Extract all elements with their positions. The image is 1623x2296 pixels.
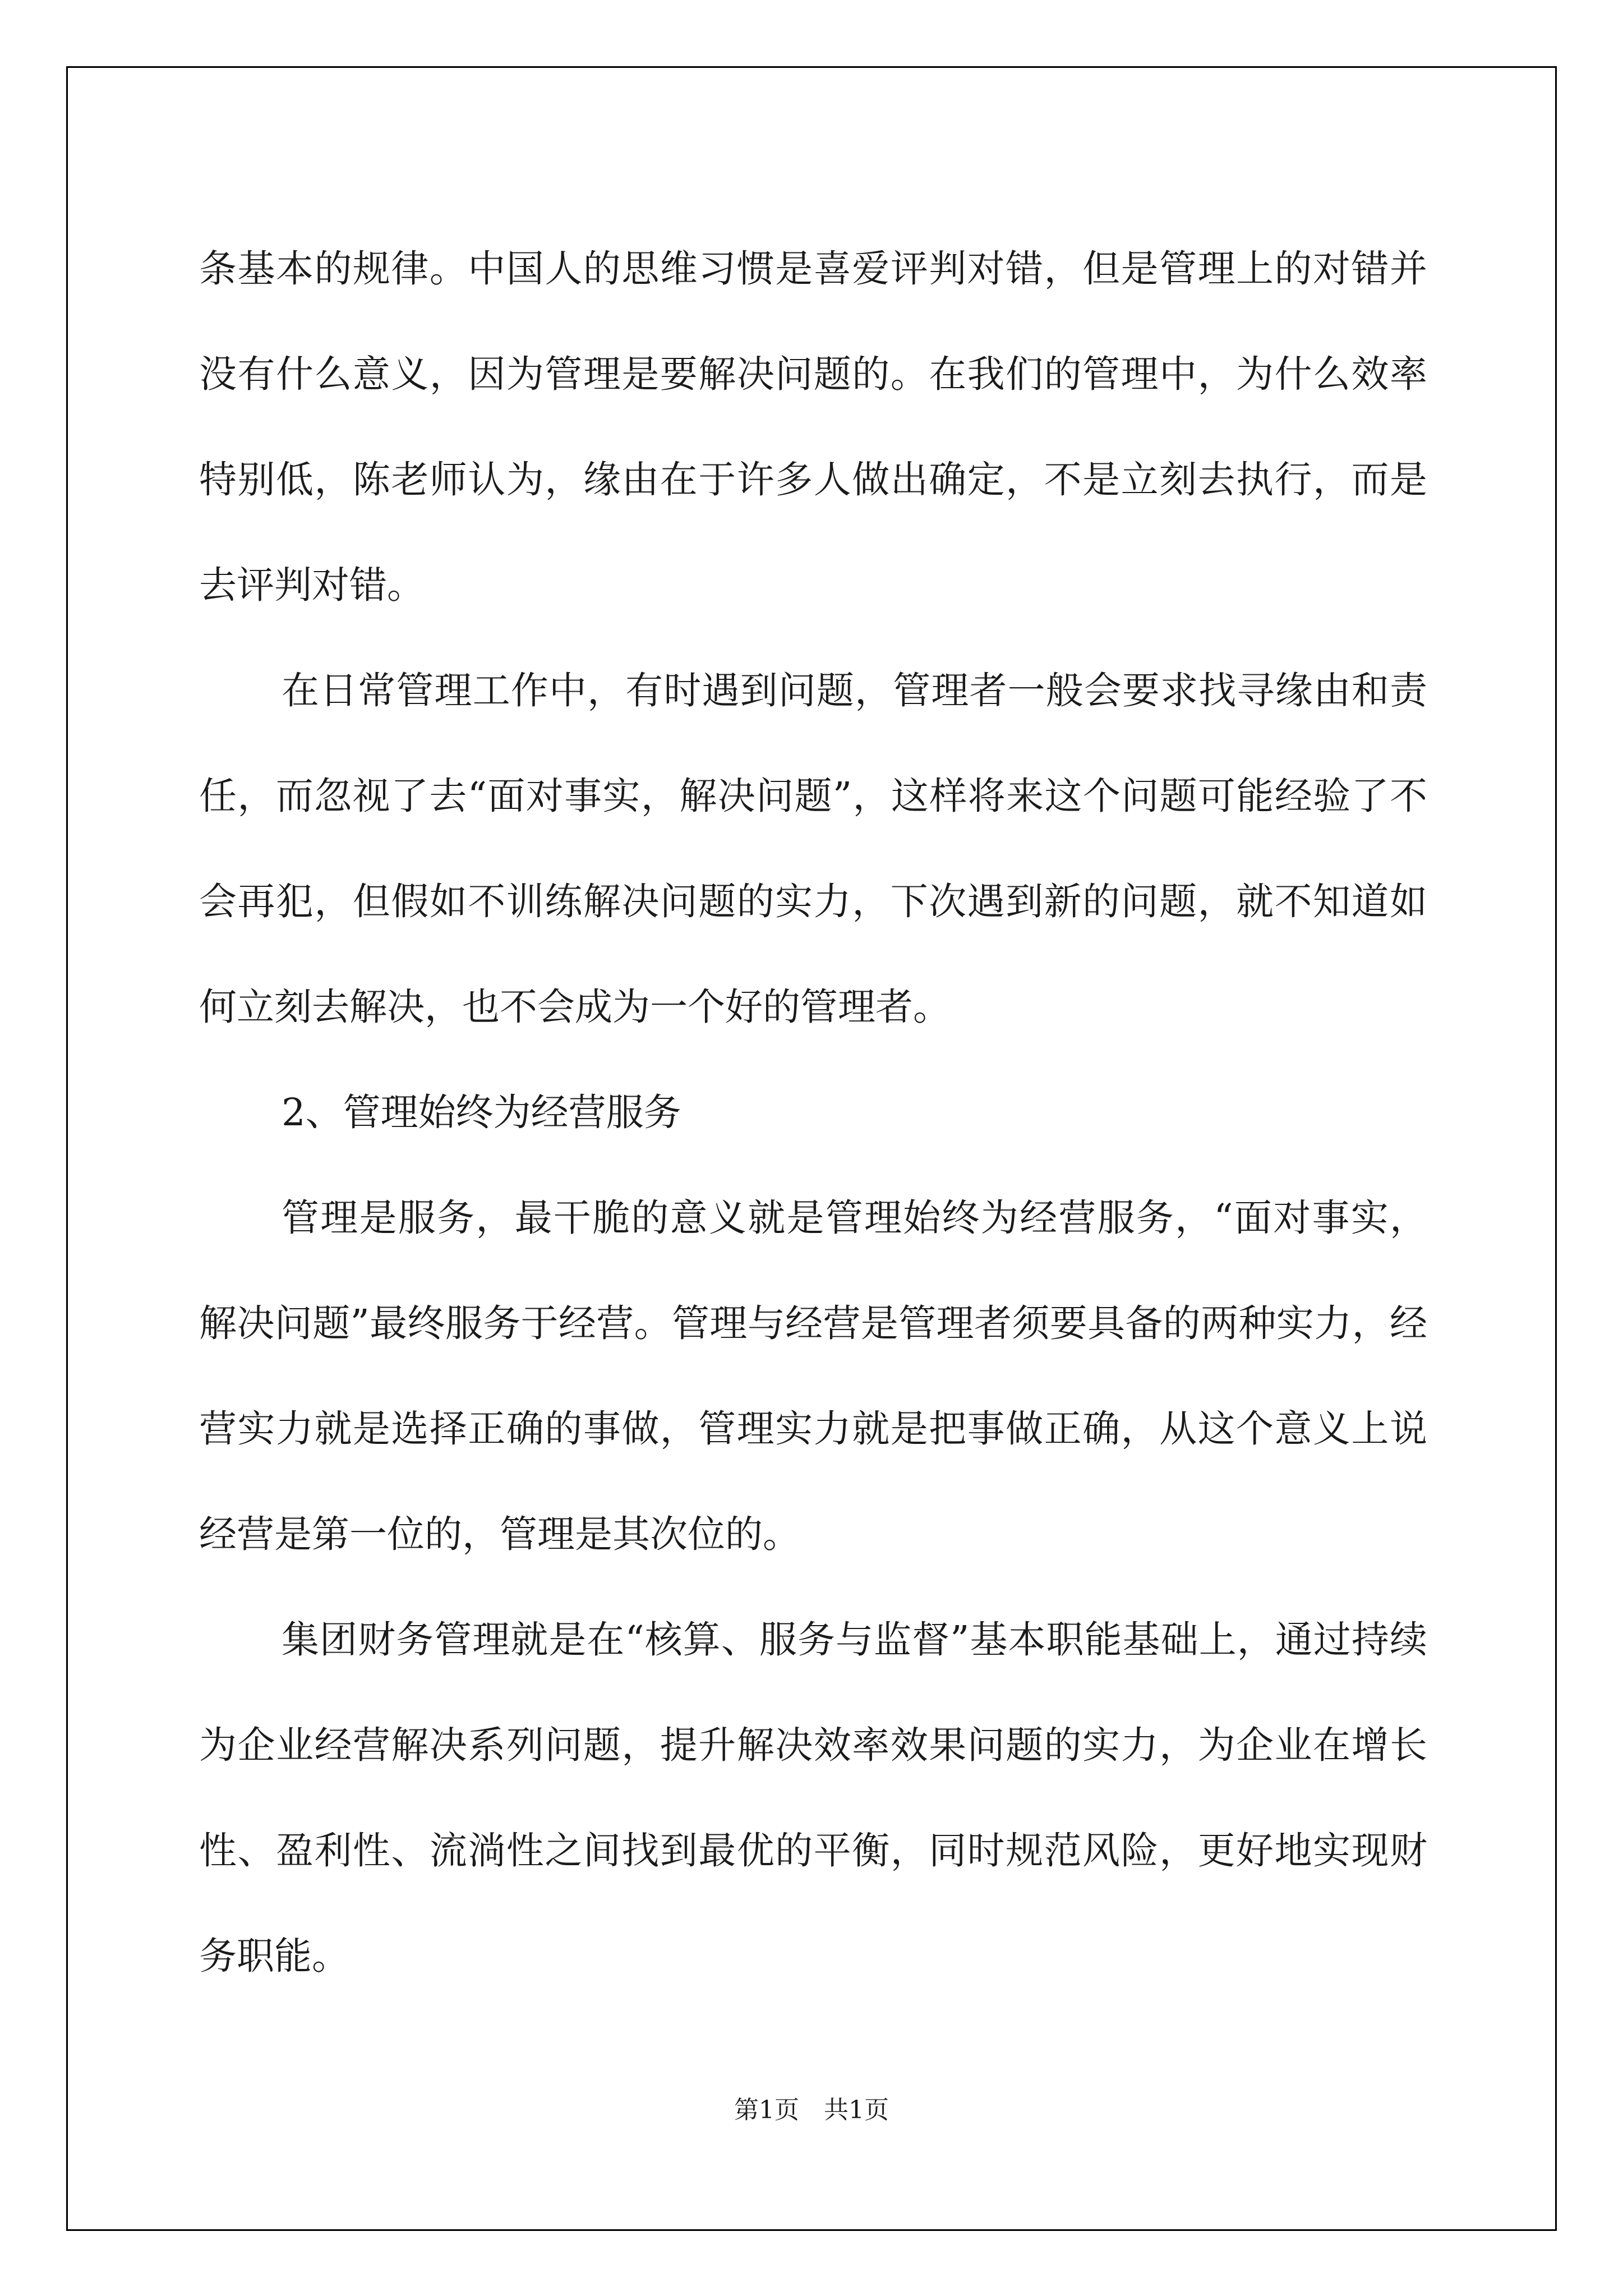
document-body [199,216,1427,2009]
section-heading: 2、管理始终为经营服务 [282,1091,681,1134]
page-number-footer: 第1页 共1页 [734,2096,889,2124]
paragraph: 在日常管理工作中，有时遇到问题，管理者一般会要求找寻缘由和责任，而忽视了去“面对事实，解决问题”，这样将来这个问题可能经验了不会再犯，但假如不训练解决问题的实力，下次遇到新的问题，就不知道如何立刻去解决，也不会成为一个好的管理者。 [199,669,1427,1029]
paragraph: 集团财务管理就是在“核算、服务与监督”基本职能基础上，通过持续为企业经营解决系列问题，提升解决效率效果问题的实力，为企业在增长性、盈利性、流淌性之间找到最优的平衡，同时规范风险，更好地实现财务职能。 [199,1618,1427,1978]
paragraph-continuation: 条基本的规律。中国人的思维习惯是喜爱评判对错，但是管理上的对错并没有什么意义，因为管理是要解决问题的。在我们的管理中，为什么效率特别低，陈老师认为，缘由在于许多人做出确定，不是立刻去执行，而是去评判对错。 [199,247,1427,607]
paragraph: 管理是服务，最干脆的意义就是管理始终为经营服务，“面对事实，解决问题”最终服务于经营。管理与经营是管理者须要具备的两种实力，经营实力就是选择正确的事做，管理实力就是把事做正确，从这个意义上说经营是第一位的，管理是其次位的。 [199,1196,1427,1556]
